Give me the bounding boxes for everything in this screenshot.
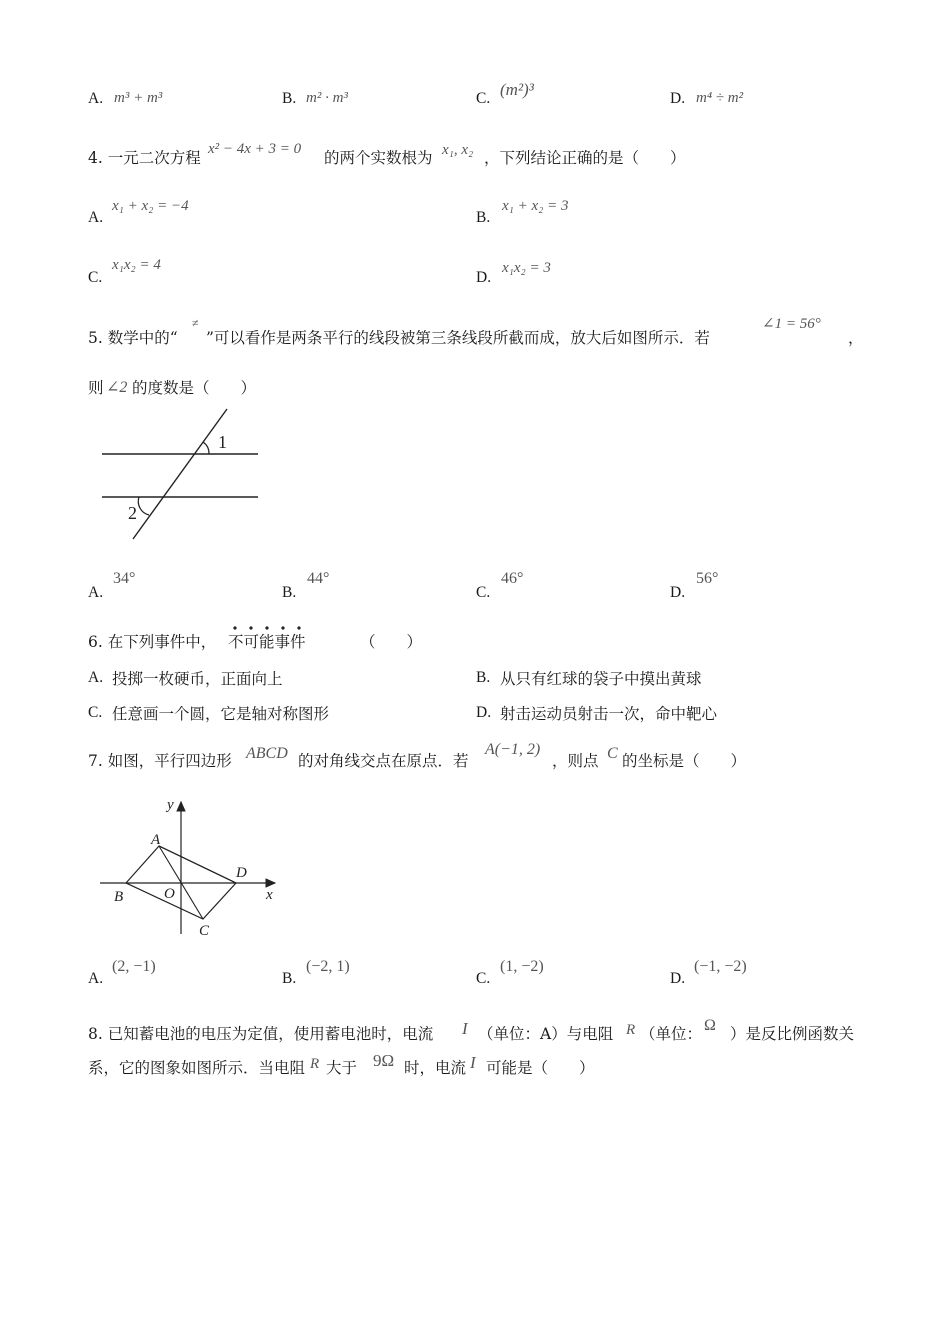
q5-option-b-expr: 44°: [307, 570, 330, 587]
q7-label-d: D: [236, 865, 247, 881]
q5-angle1-label: 1: [218, 432, 227, 452]
q7-option-a-label: A.: [88, 970, 104, 987]
q8-l2-text-2: 大于: [326, 1059, 358, 1077]
q6-option-d-label: D.: [476, 704, 492, 721]
q8-l2-text-4: 可能是（ ）: [486, 1059, 595, 1077]
q6-text-1: 6. 在下列事件中，: [88, 633, 217, 651]
q8-l2-current-symbol: I: [470, 1053, 476, 1072]
q7-option-d-expr: (−1, −2): [694, 958, 747, 975]
q5-text-2: ”可以看作是两条平行的线段被第三条线段所截而成，放大后如图所示．若: [206, 329, 710, 347]
q7-text-1: 7. 如图，平行四边形: [88, 752, 232, 770]
q7-option-a-expr: (2, −1): [112, 958, 156, 975]
q4-option-b-label: B.: [476, 209, 491, 226]
q3-option-d-expr: m⁴ ÷ m²: [696, 90, 744, 106]
q5-option-c-expr: 46°: [501, 570, 524, 587]
q5-option-a-expr: 34°: [113, 570, 136, 587]
q5-angle2: ∠2: [106, 379, 128, 396]
q7-point-c: C: [607, 745, 618, 762]
q7-figure: [95, 792, 285, 942]
q4-option-a-expr: x₁ + x₂ = −4: [112, 198, 189, 214]
q5-option-d-label: D.: [670, 584, 686, 601]
q5-angle2-label: 2: [128, 503, 137, 523]
q5-angle1-arc: [203, 442, 209, 454]
q6-option-a-label: A.: [88, 669, 104, 686]
q6-option-a-text: 投掷一枚硬币，正面向上: [112, 670, 283, 688]
q7-label-a: A: [151, 832, 161, 848]
q3-option-d-label: D.: [670, 90, 686, 107]
q8-l1-current-symbol: I: [462, 1019, 468, 1038]
q8-l1-ohm: Ω: [704, 1017, 716, 1034]
q7-option-b-label: B.: [282, 970, 297, 987]
q5-given: ∠1 = 56°: [762, 316, 821, 332]
q6-option-b-label: B.: [476, 669, 491, 686]
q6-text-2: （ ）: [360, 633, 423, 651]
q8-l2-value: 9Ω: [373, 1051, 395, 1070]
q4-option-a-label: A.: [88, 209, 104, 226]
q4-option-c-expr: x₁x₂ = 4: [112, 257, 161, 273]
q5-text-4: 的度数是（ ）: [132, 379, 257, 397]
q7-label-b: B: [114, 889, 124, 905]
q8-l1-text-3: （单位：: [640, 1025, 703, 1043]
q5-option-a-label: A.: [88, 584, 104, 601]
q5-option-c-label: C.: [476, 584, 491, 601]
q3-option-c-expr: (m²)³: [500, 80, 534, 99]
q5-transversal: [133, 409, 227, 539]
q6-emphasis: 不可能事件: [228, 633, 306, 651]
q4-option-b-expr: x₁ + x₂ = 3: [502, 198, 569, 214]
q4-equation: x² − 4x + 3 = 0: [208, 141, 302, 157]
q6-option-b-text: 从只有红球的袋子中摸出黄球: [500, 670, 702, 688]
q3-option-b-label: B.: [282, 90, 297, 107]
q6-option-c-label: C.: [88, 704, 103, 721]
q7-text-4: 的坐标是（ ）: [622, 752, 747, 770]
q5-option-d-expr: 56°: [696, 570, 719, 587]
q8-l1-resistance-symbol: R: [626, 1022, 636, 1038]
q4-text-3: ，下列结论正确的是（ ）: [484, 149, 686, 167]
q4-text-2: 的两个实数根为: [324, 149, 433, 167]
q7-label-o: O: [164, 886, 175, 902]
q7-label-y: y: [167, 797, 174, 813]
q3-option-a-label: A.: [88, 90, 104, 107]
q6-option-c-text: 任意画一个圆，它是轴对称图形: [112, 705, 330, 723]
q7-point-a: A(−1, 2): [485, 741, 541, 758]
q3-option-c-label: C.: [476, 90, 491, 107]
q3-option-a-expr: m³ + m³: [114, 90, 163, 106]
q4-text-1: 4. 一元二次方程: [88, 149, 201, 167]
q7-label-x: x: [266, 887, 273, 903]
q7-option-c-expr: (1, −2): [500, 958, 544, 975]
q5-text-3: 则: [88, 379, 104, 397]
q8-l2-text-1: 系，它的图象如图所示．当电阻: [88, 1059, 306, 1077]
q4-option-d-expr: x₁x₂ = 3: [502, 260, 551, 276]
q5-comma: ，: [848, 329, 864, 347]
q4-option-c-label: C.: [88, 269, 103, 286]
q6-option-d-text: 射击运动员射击一次，命中靶心: [500, 705, 718, 723]
q5-angle2-arc: [138, 497, 149, 515]
q7-label-c: C: [199, 923, 210, 939]
q7-text-3: ，则点: [552, 752, 599, 770]
q7-text-2: 的对角线交点在原点．若: [298, 752, 469, 770]
q5-text-1: 5. 数学中的“: [88, 329, 178, 347]
q7-shape: ABCD: [246, 745, 288, 762]
q5-option-b-label: B.: [282, 584, 297, 601]
q4-roots: x₁, x₂: [442, 142, 474, 158]
q7-option-b-expr: (−2, 1): [306, 958, 350, 975]
q4-option-d-label: D.: [476, 269, 492, 286]
q8-l1-text-1: 8. 已知蓄电池的电压为定值，使用蓄电池时，电流: [88, 1025, 434, 1043]
q8-l2-text-3: 时，电流: [404, 1059, 467, 1077]
q5-figure: [95, 405, 270, 545]
q5-symbol: ≠: [192, 316, 199, 330]
q7-option-c-label: C.: [476, 970, 491, 987]
q8-l1-text-4: ）是反比例函数关: [730, 1025, 855, 1043]
q6-emphasis-dots: [228, 624, 310, 632]
q7-option-d-label: D.: [670, 970, 686, 987]
q8-l1-text-2: （单位：A）与电阻: [478, 1025, 614, 1043]
q8-l2-resistance-symbol: R: [310, 1056, 320, 1072]
q3-option-b-expr: m² · m³: [306, 90, 348, 106]
